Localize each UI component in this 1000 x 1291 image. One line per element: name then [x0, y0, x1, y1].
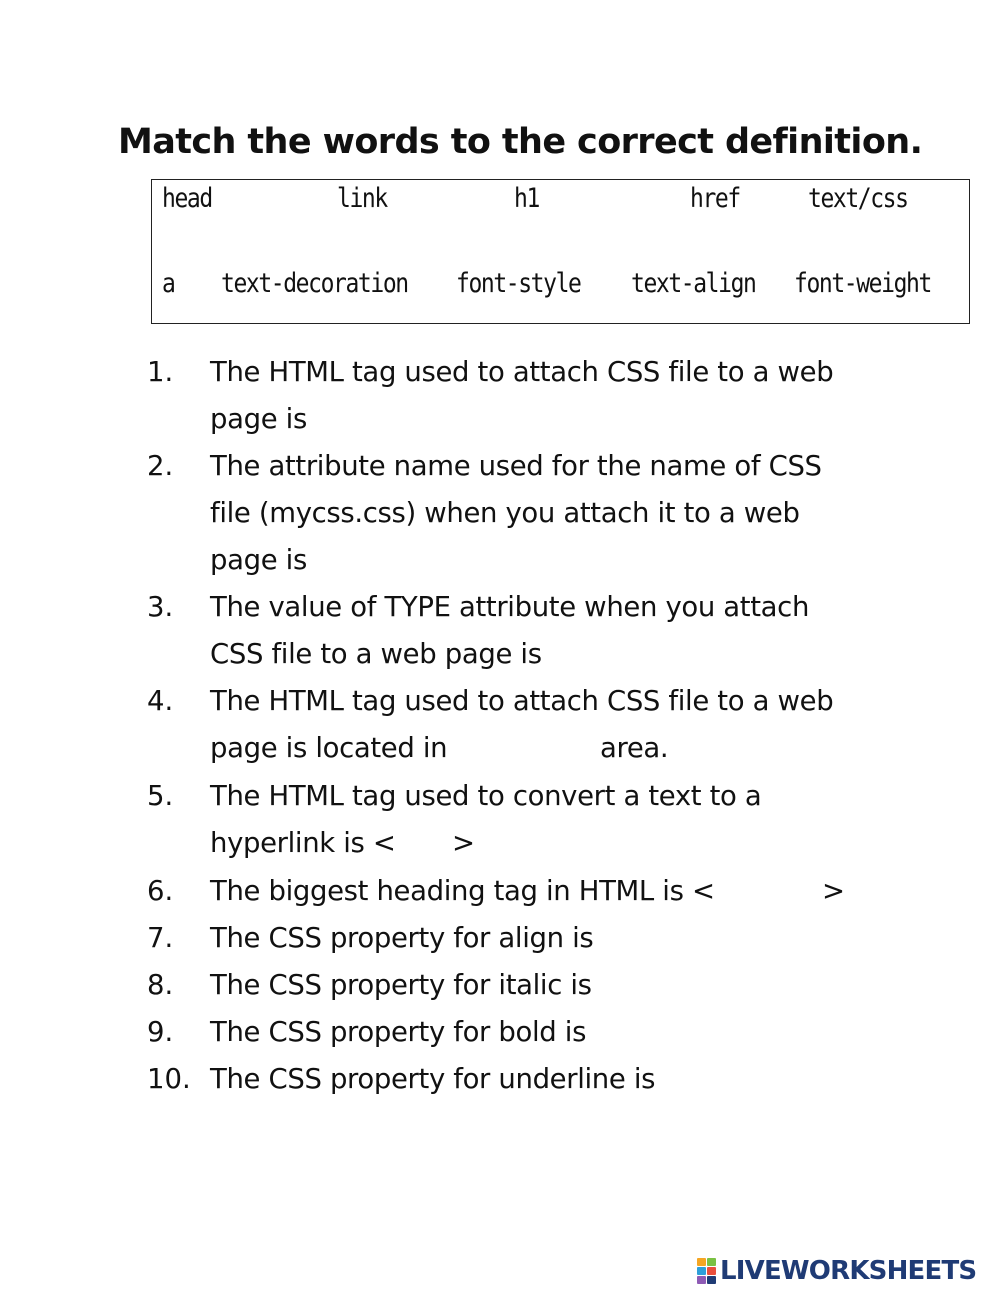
- word-bank-item[interactable]: h1: [514, 184, 539, 214]
- question-text: The value of TYPE attribute when you attach: [210, 591, 810, 623]
- question-text-after-gap: >: [822, 875, 845, 907]
- question-number: 9.: [147, 1016, 174, 1048]
- word-bank: [151, 179, 970, 324]
- question-text: CSS file to a web page is: [210, 638, 542, 670]
- question-text: page is located in: [210, 732, 448, 764]
- question-text: page is: [210, 403, 307, 435]
- page-title: Match the words to the correct definition.: [118, 122, 923, 162]
- word-bank-item[interactable]: font-weight: [794, 269, 931, 299]
- question-text: The CSS property for italic is: [210, 969, 592, 1001]
- question-text-after-gap: area.: [600, 732, 669, 764]
- question-text: The HTML tag used to convert a text to a: [210, 780, 762, 812]
- question-text: page is: [210, 544, 307, 576]
- liveworksheets-logo: [697, 1255, 976, 1287]
- question-number: 7.: [147, 922, 174, 954]
- question-number: 6.: [147, 875, 174, 907]
- word-bank-item[interactable]: link: [337, 184, 387, 214]
- question-text: The CSS property for underline is: [210, 1063, 656, 1095]
- question-number: 8.: [147, 969, 174, 1001]
- word-bank-item[interactable]: head: [162, 184, 212, 214]
- question-text: The HTML tag used to attach CSS file to a web: [210, 685, 834, 717]
- question-text: The attribute name used for the name of CSS: [210, 450, 822, 482]
- question-text: The CSS property for bold is: [210, 1016, 587, 1048]
- word-bank-item[interactable]: text/css: [808, 184, 908, 214]
- word-bank-item[interactable]: text-align: [631, 269, 756, 299]
- question-number: 4.: [147, 685, 174, 717]
- question-number: 2.: [147, 450, 174, 482]
- question-number: 5.: [147, 780, 174, 812]
- word-bank-item[interactable]: href: [690, 184, 740, 214]
- question-number: 1.: [147, 356, 174, 388]
- question-text: hyperlink is <: [210, 827, 396, 859]
- question-text: The biggest heading tag in HTML is <: [210, 875, 715, 907]
- question-text: file (mycss.css) when you attach it to a web: [210, 497, 800, 529]
- question-text: The CSS property for align is: [210, 922, 594, 954]
- question-number: 10.: [147, 1063, 191, 1095]
- word-bank-item[interactable]: font-style: [456, 269, 581, 299]
- logo-text: LIVEWORKSHEETS: [720, 1256, 977, 1286]
- logo-blocks-icon: [697, 1258, 717, 1284]
- question-number: 3.: [147, 591, 174, 623]
- word-bank-item[interactable]: text-decoration: [221, 269, 408, 299]
- word-bank-item[interactable]: a: [162, 269, 175, 299]
- question-text-after-gap: >: [452, 827, 475, 859]
- question-text: The HTML tag used to attach CSS file to a web: [210, 356, 834, 388]
